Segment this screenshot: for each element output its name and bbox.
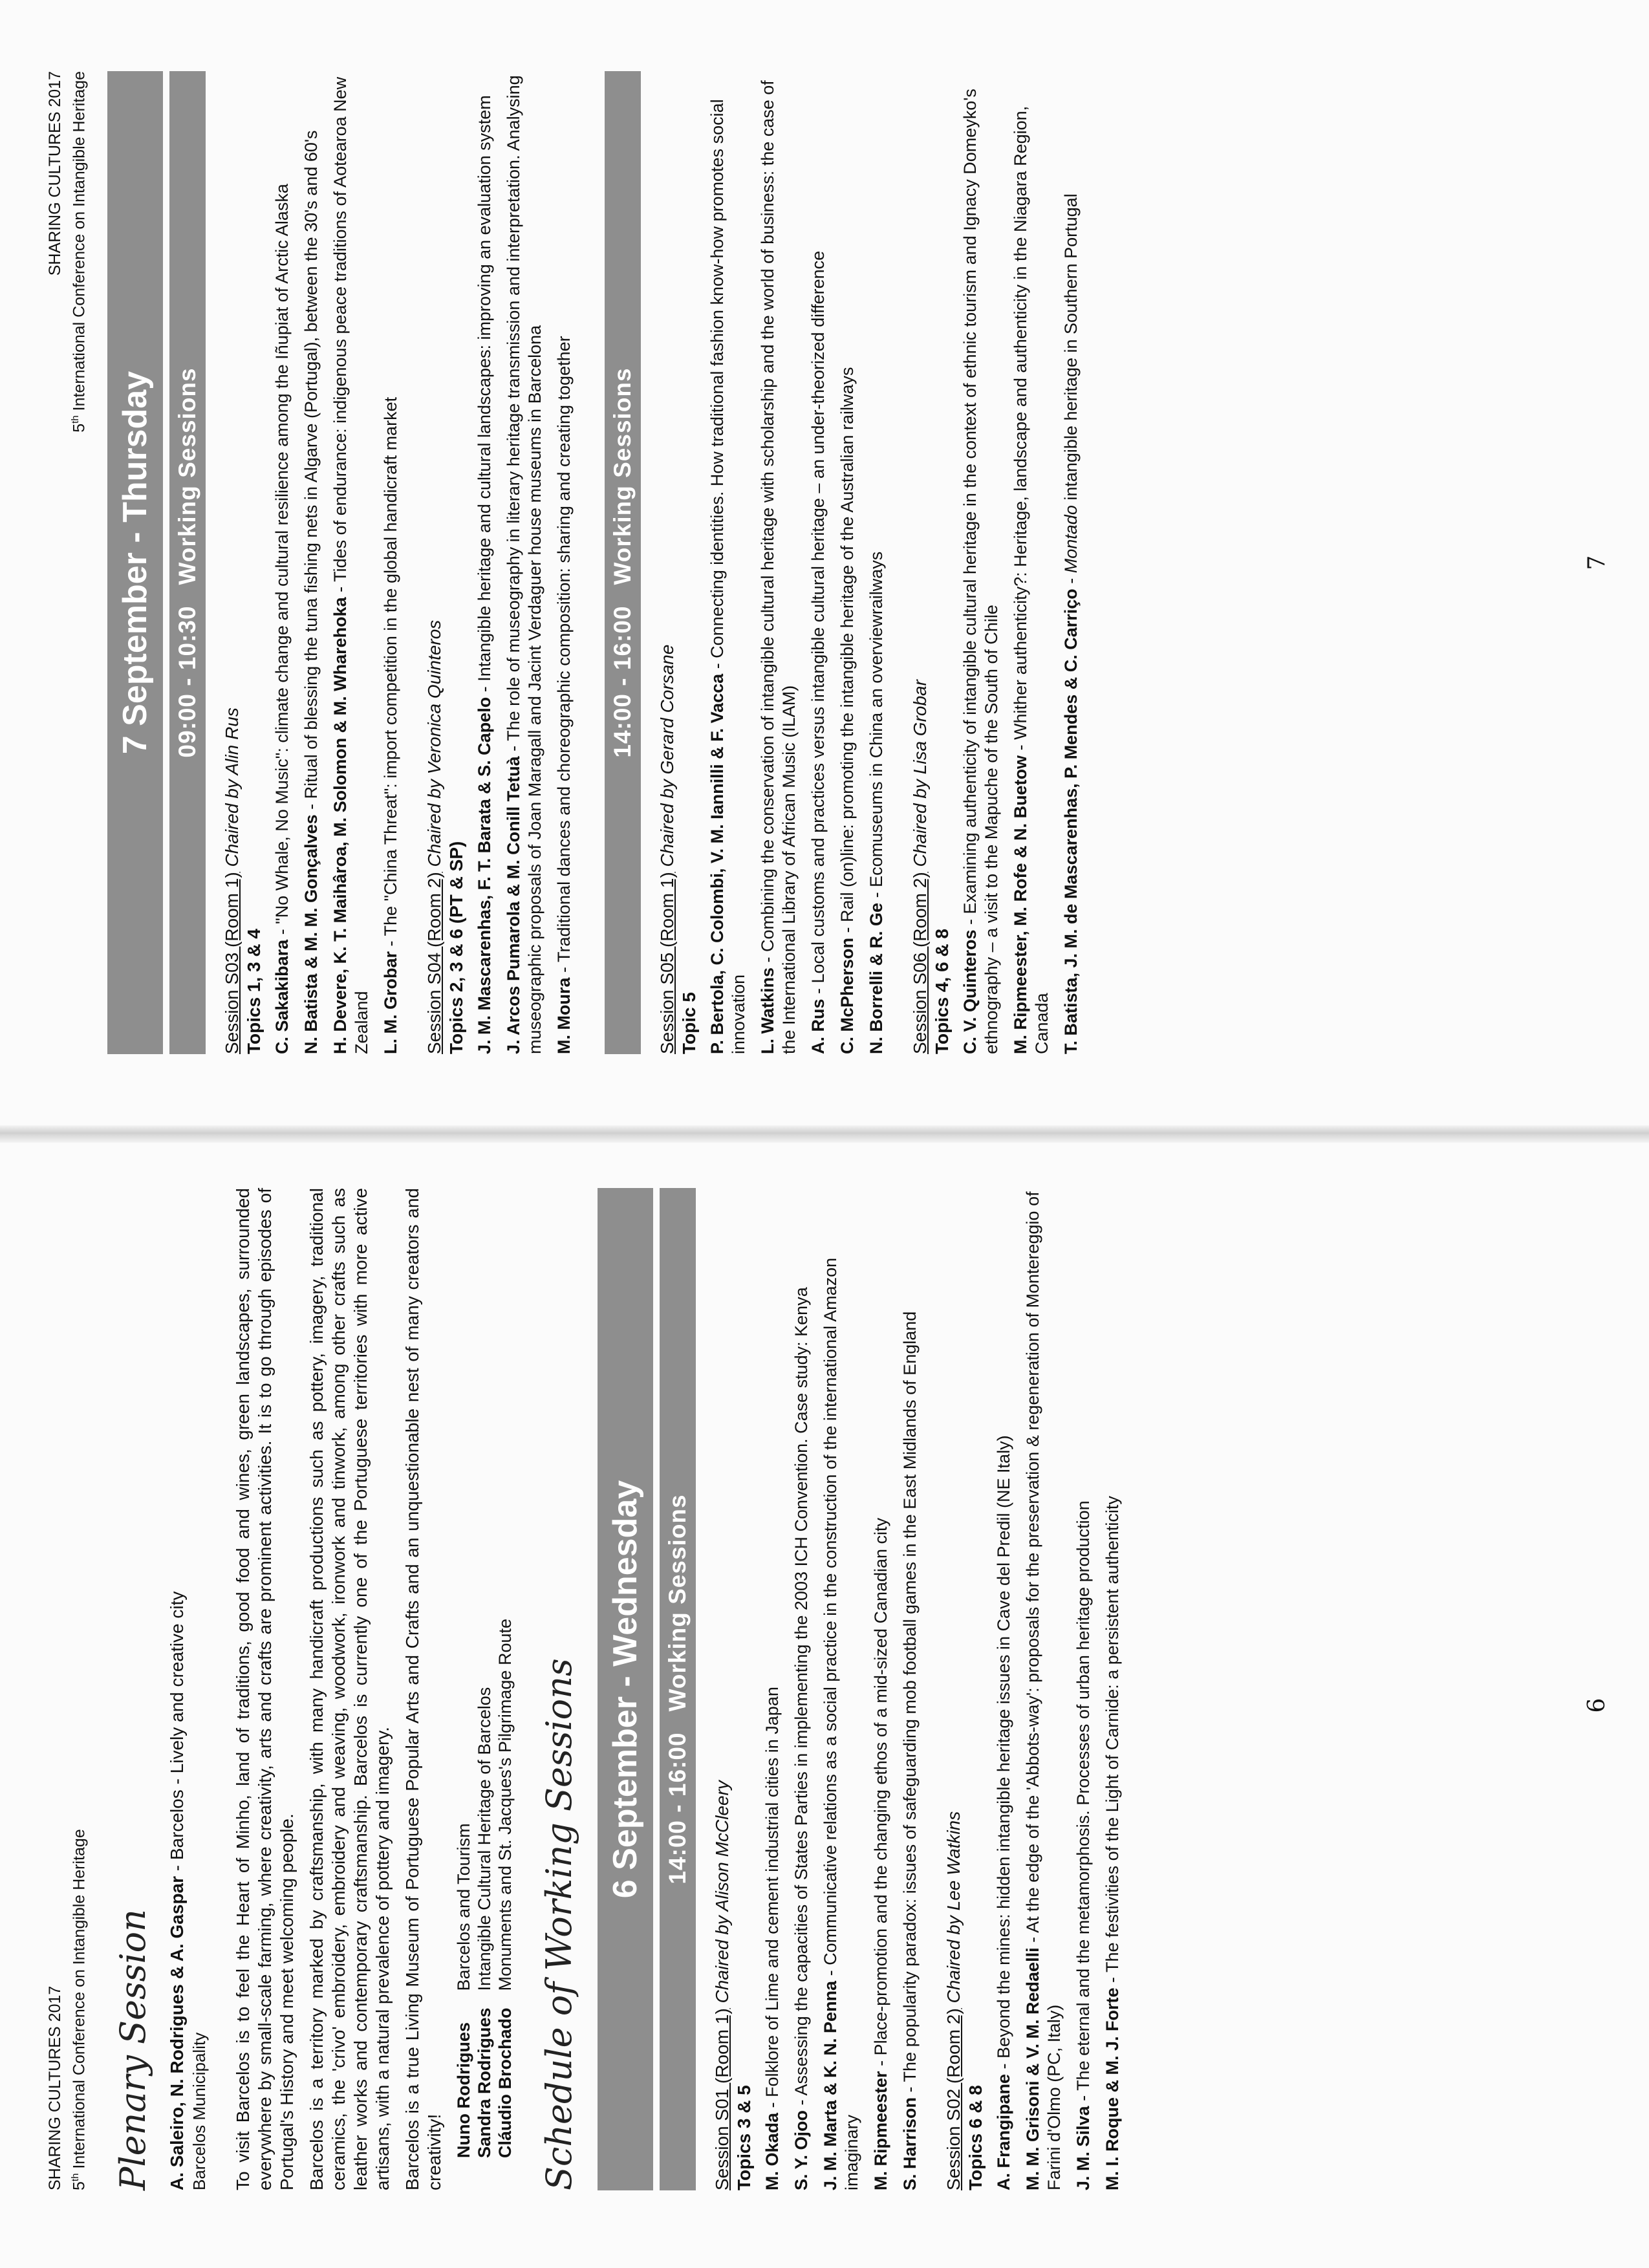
paper-item: H. Devere, K. T. Maihâroa, M. Solomon & M. Wharehoka - Tides of endurance: indigenous peace traditions of Aotearoa New Zealand [330,76,372,1054]
plenary-affiliation: Barcelos Municipality [189,2032,210,2190]
header-title: SHARING CULTURES 2017 [46,1985,64,2190]
paper-item: C. V. Quinteros - Examining authenticity of intangible cultural heritage in the context of ethnic tourism and Ignacy Domeyko's ethnography – a visit to the Mapuche of the South of Chile [960,89,1002,1054]
paper-item: T. Batista, J. M. de Mascarenhas, P. Mendes & C. Carriço - Montado intangible heritage in Southern Portugal [1061,193,1081,1054]
running-header [45,1188,89,2190]
paper-item: C. McPherson - Rail (on)line: promoting the intangible heritage of the Australian railways [837,367,857,1054]
plenary-title: Plenary Session [113,1909,154,2190]
session-s03-heading: Session S03 (Room 1) Chaired by Alin Rus [222,707,242,1054]
running-header [45,71,89,1054]
paper-item: S. Harrison - The popularity paradox: issues of safeguarding mob football games in the East Midlands of England [900,1311,920,2190]
session-s06-topics: Topics 4, 6 & 8 [932,929,953,1054]
plenary-talk: A. Saleiro, N. Rodrigues & A. Gaspar - Barcelos - Lively and creative city Barcelos Municipality [167,1591,210,2190]
paper-item: M. M. Grisoni & V. M. Redaelli - At the edge of the 'Abbots-way': proposals for the preservation & regeneration of Montereggio of Farini d'Olmo (PC, Italy) [1023,1191,1064,2190]
paper-item: J. Arcos Pumarola & M. Conill Tetuà - The role of museography in literary heritage transmission and interpretation. Analysing museographic proposals of Joan Maragall and Jacint Verdaguer house museums in Barcelona [504,75,545,1054]
session-s03-topics: Topics 1, 3 & 4 [244,929,264,1054]
page-number-left: 6 [1584,1698,1610,1713]
plenary-paragraph-1: To visit Barcelos is to feel the Heart of Minho, land of traditions, good food and wines, green landscapes, surrounded everywhere by small-scale farming, where creativity, arts and crafts are prominent activities. It is to go through episodes of Portugal's History and meet welcoming people. [233,1188,297,2190]
paper-item: A. Rus - Local customs and practices versus intangible cultural heritage – an under-theorized difference [808,250,828,1054]
time-band: 14:00 - 16:00Working Sessions [605,71,641,1054]
paper-item: N. Borrelli & R. Ge - Ecomuseums in China an overviewrailways [867,551,887,1054]
session-s02-heading: Session S02 (Room 2) Chaired by Lee Watkins [943,1811,964,2190]
paper-item: M. Moura - Traditional dances and choreographic composition: sharing and creating together [554,336,574,1054]
time-band: 14:00 - 16:00Working Sessions [660,1188,696,2190]
page-left [0,1143,1649,2268]
speaker-row: Nuno Rodrigues Barcelos and Tourism [454,1823,474,2158]
paper-item: P. Bertola, C. Colombi, V. M. Iannilli & F. Vacca - Connecting identities. How traditional fashion know-how promotes social innovation [707,99,749,1054]
paper-item: S. Y. Ojoo - Assessing the capacities of States Parties in implementing the 2003 ICH Convention. Case study: Kenya [792,1287,812,2190]
page-right [0,0,1649,1125]
booklet-fold [0,1125,1649,1143]
paper-item: A. Frangipane - Beyond the mines: hidden intangible heritage issues in Cave del Predil (NE Italy) [994,1435,1014,2190]
header-subtitle: 5th International Conference on Intangible Heritage [70,71,89,433]
header-title: SHARING CULTURES 2017 [46,71,64,276]
paper-item: J. M. Silva - The eternal and the metamorphosis. Processes of urban heritage production [1073,1500,1094,2190]
paper-item: N. Batista & M. M. Gonçalves - Ritual of blessing the tuna fishing nets in Algarve (Portugal), between the 30's and 60's [301,130,321,1054]
session-s01-heading: Session S01 (Room 1) Chaired by Alison McCleery [712,1780,733,2190]
header-subtitle: 5th International Conference on Intangible Heritage [70,1829,89,2190]
paper-item: J. M. Marta & K. N. Penna - Communicative relations as a social practice in the construction of the international Amazon imaginary [821,1257,862,2190]
day-band-wednesday: 6 September - Wednesday [598,1188,653,2190]
time-band: 09:00 - 10:30Working Sessions [169,71,206,1054]
speaker-row: Sandra Rodrigues Intangible Cultural Heritage of Barcelos [475,1687,495,2158]
paper-item: L. Watkins - Combining the conservation of intangible cultural heritage with scholarship and the world of business: the case of the International Library of African Music (ILAM) [758,80,799,1054]
plenary-paragraph-2: Barcelos is a territory marked by craftsmanship, with many handicraft productions such as pottery, imagery, traditional ceramics, the 'crivo' embroidery, embroidery and weaving, woodwork, ironwork and tinwork, among other crafts such as leather works and contemporary craftsmanship. Barcelos is currently one of the Portuguese territories with more active artisans, with a natural prevalence of pottery and imagery. [307,1188,393,2190]
paper-item: M. I. Roque & M. J. Forte - The festivities of the Light of Carnide: a persistent authenticity [1103,1496,1123,2190]
day-band-thursday: 7 September - Thursday [107,71,163,1054]
plenary-paragraph-3: Barcelos is a true Living Museum of Portuguese Popular Arts and Crafts and an unquestionable nest of many creators and creativity! [402,1188,445,2190]
session-s05-heading: Session S05 (Room 1) Chaired by Gerard Corsane [657,644,678,1054]
session-s02-topics: Topics 6 & 8 [965,2085,986,2190]
session-s01-topics: Topics 3 & 5 [734,2085,755,2190]
speaker-row: Cláudio Brochado Monuments and St. Jacques's Pilgrimage Route [495,1619,515,2158]
session-s06-heading: Session S06 (Room 2) Chaired by Lisa Grobar [910,680,931,1054]
session-s04-heading: Session S04 (Room 2) Chaired by Veronica Quinteros [424,620,445,1054]
paper-item: M. Ripmeester, M. Rofe & N. Buetow - Whither authenticity?: Heritage, landscape and authenticity in the Niagara Region, Canada [1011,105,1052,1054]
paper-item: L. M. Grobar - The "China Threat": import competition in the global handicraft market [381,396,401,1054]
paper-item: C. Sakakibara - "No Whale, No Music": climate change and cultural resilience among the Iñupiat of Arctic Alaska [272,184,292,1054]
schedule-title: Schedule of Working Sessions [539,1658,580,2190]
paper-item: J. M. Mascarenhas, F. T. Barata & S. Capelo - Intangible heritage and cultural landscapes: improving an evaluation system [475,95,495,1054]
session-s04-topics: Topics 2, 3 & 6 (PT & SP) [446,841,467,1054]
page-number-right: 7 [1584,555,1610,570]
paper-item: M. Ripmeester - Place-promotion and the changing ethos of a mid-sized Canadian city [871,1517,891,2190]
paper-item: M. Okada - Folklore of Lime and cement industrial cities in Japan [762,1687,782,2190]
speaker-table [453,1602,515,2158]
session-s05-topics: Topic 5 [679,992,700,1054]
